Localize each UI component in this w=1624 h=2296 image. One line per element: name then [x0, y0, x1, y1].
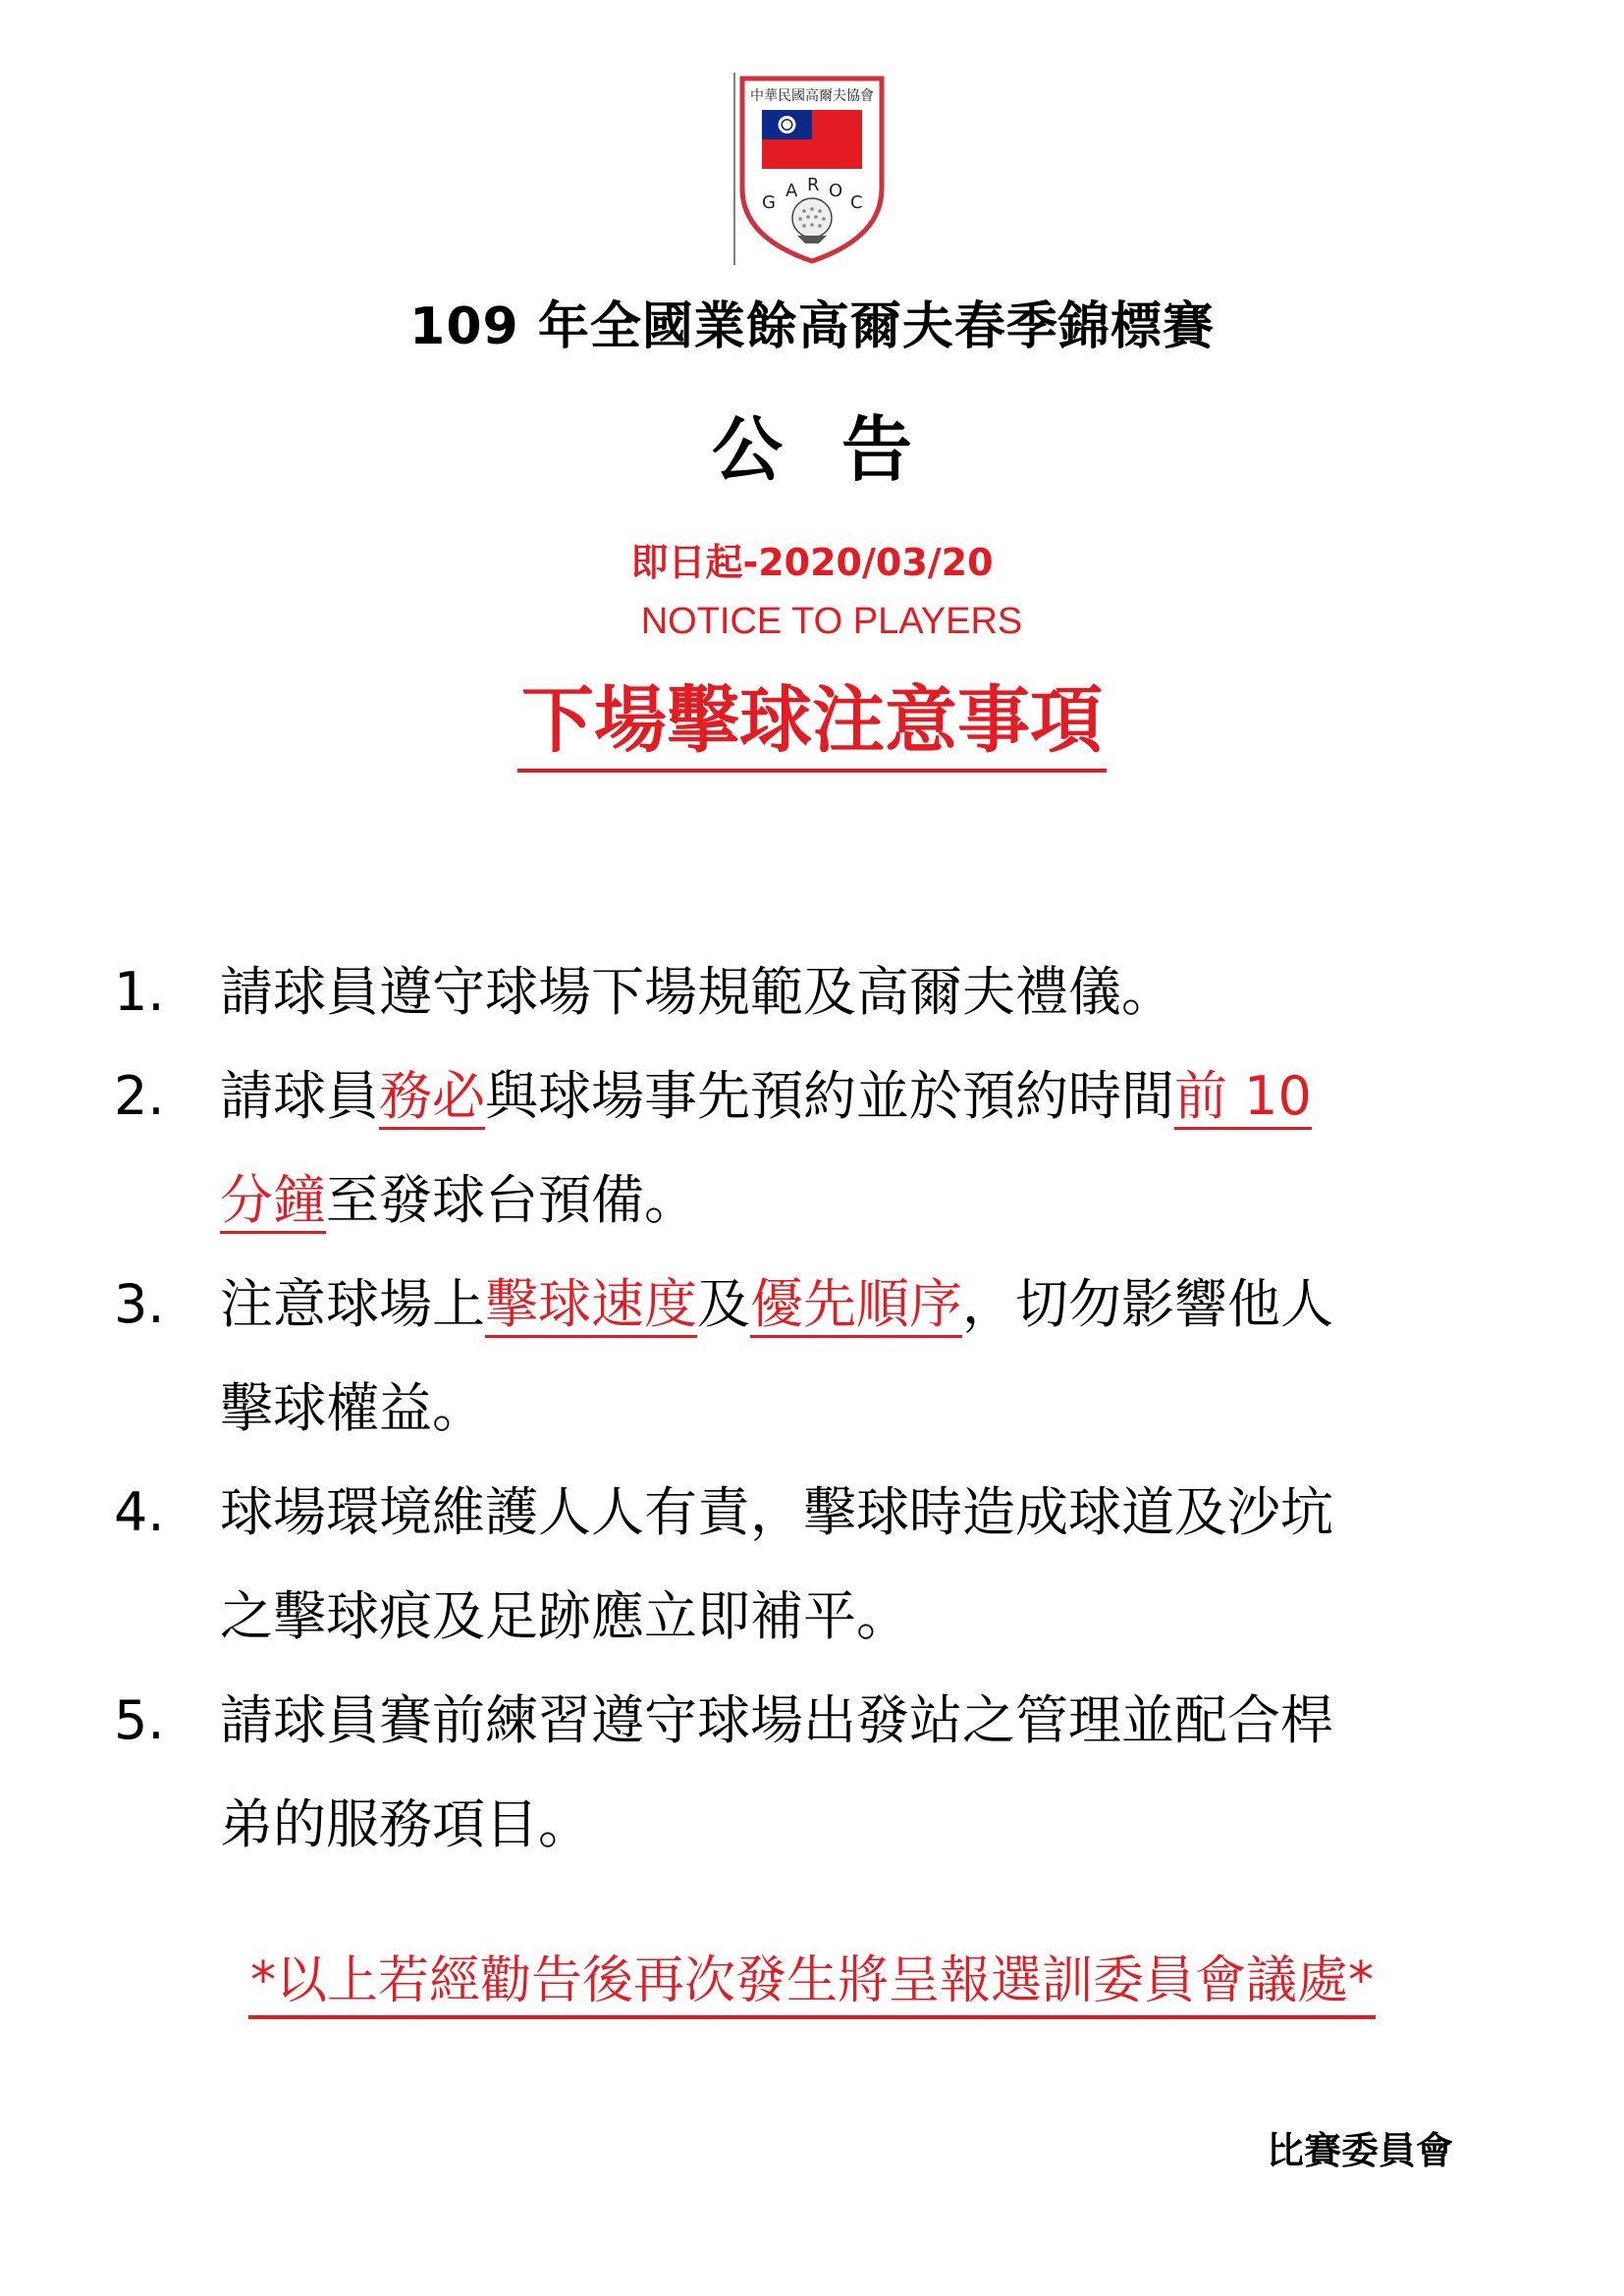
logo-letter: R	[807, 175, 820, 195]
rule-highlight: 前 10	[1174, 1065, 1312, 1130]
rule-segment: 之擊球痕及足跡應立即補平。	[220, 1585, 909, 1647]
rule-item	[114, 940, 1528, 1044]
rule-highlight: 分鐘	[220, 1169, 326, 1234]
rule-highlight: 務必	[379, 1065, 485, 1130]
rule-number: 5.	[114, 1689, 165, 1751]
tournament-title: 109 年全國業餘高爾夫春季錦標賽	[409, 297, 1215, 356]
committee-signature: 比賽委員會	[1267, 2129, 1454, 2172]
rule-segment: 請球員賽前練習遵守球場出發站之管理並配合桿	[220, 1689, 1333, 1751]
headline-container	[0, 678, 1624, 773]
notice-to-players: NOTICE TO PLAYERS	[640, 601, 1023, 642]
effective-date: 即日起-2020/03/20	[630, 541, 994, 584]
garoc-emblem-icon	[729, 71, 895, 267]
rule-item	[114, 1253, 1528, 1461]
rule-text	[220, 1689, 1333, 1855]
rule-highlight: 擊球速度	[485, 1273, 697, 1338]
rule-text	[220, 1065, 1312, 1234]
logo-letter: A	[785, 181, 798, 201]
rule-segment: 請球員遵守球場下場規範及高爾夫禮儀。	[220, 961, 1174, 1023]
warning-container	[0, 1953, 1624, 2019]
rule-segment: 注意球場上	[220, 1273, 485, 1335]
rule-segment: 與球場事先預約並於預約時間	[485, 1065, 1174, 1127]
garoc-logo	[729, 71, 895, 267]
rule-segment: 及	[697, 1273, 750, 1335]
rules-list	[114, 940, 1528, 1877]
rule-segment: 擊球權益。	[220, 1377, 485, 1439]
logo-letter: C	[850, 192, 863, 213]
rule-number: 4.	[114, 1481, 165, 1543]
warning-text: *以上若經勸告後再次發生將呈報選訓委員會議處*	[248, 1953, 1376, 2019]
logo-letter: O	[829, 181, 843, 201]
rule-segment: ，切勿影響他人	[962, 1273, 1333, 1335]
rule-segment: 至發球台預備。	[326, 1169, 697, 1231]
announcement-heading: 公告	[711, 408, 971, 491]
logo-association-name: 中華民國高爾夫協會	[750, 88, 874, 104]
rule-text	[220, 1481, 1333, 1647]
logo-letter: G	[762, 192, 776, 213]
rule-segment: 弟的服務項目。	[220, 1793, 591, 1855]
rule-number: 3.	[114, 1273, 165, 1335]
rule-text	[220, 1273, 1333, 1439]
rule-text	[220, 961, 1174, 1023]
rule-item	[114, 1669, 1528, 1877]
rule-number: 2.	[114, 1065, 165, 1127]
rule-segment: 請球員	[220, 1065, 379, 1127]
rules-headline: 下場擊球注意事項	[517, 681, 1107, 773]
rule-number: 1.	[114, 961, 165, 1023]
rule-highlight: 優先順序	[750, 1273, 962, 1338]
rule-item	[114, 1461, 1528, 1669]
rule-item	[114, 1044, 1528, 1253]
rule-segment: 球場環境維護人人有責，擊球時造成球道及沙坑	[220, 1481, 1333, 1543]
